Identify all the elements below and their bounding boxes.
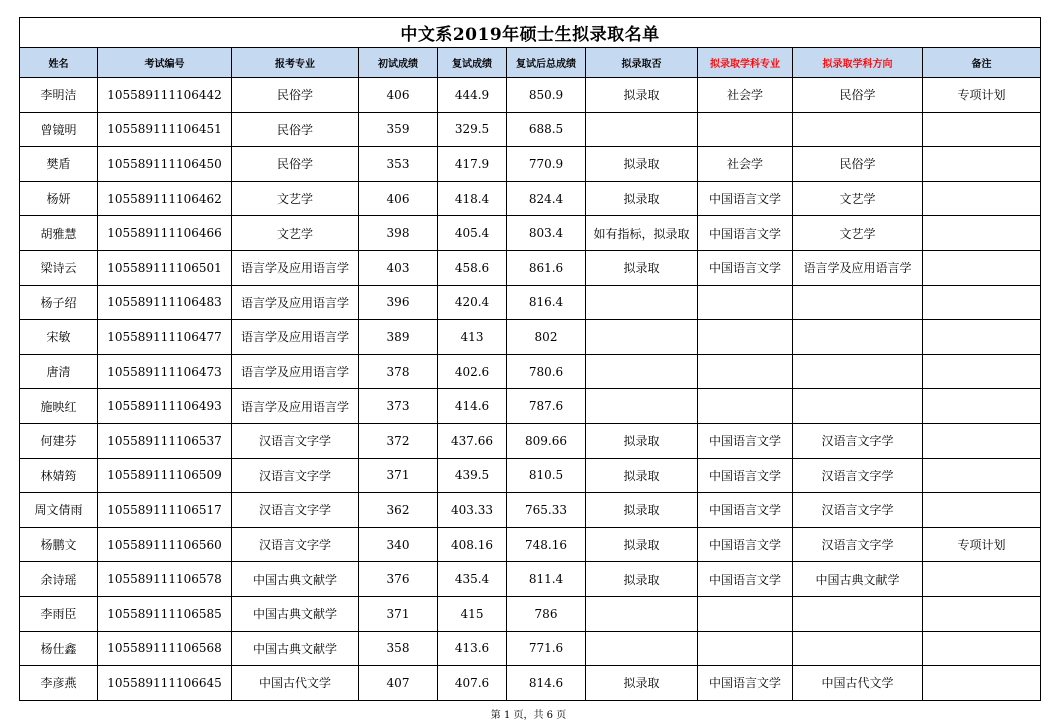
column-header: 初试成绩 (359, 48, 438, 78)
table-row (20, 562, 1041, 597)
table-cell: 802 (507, 320, 586, 355)
table-cell: 汉语言文字学 (793, 527, 923, 562)
table-cell: 语言学及应用语言学 (232, 320, 359, 355)
table-cell: 文艺学 (793, 216, 923, 251)
table-cell: 中国语言文学 (698, 458, 793, 493)
table-cell: 曾镜明 (20, 112, 98, 147)
table-cell (923, 423, 1041, 458)
table-cell: 371 (359, 458, 438, 493)
table-cell (923, 666, 1041, 701)
table-cell: 李彦燕 (20, 666, 98, 701)
table-cell: 中国古典文献学 (232, 562, 359, 597)
table-cell (698, 631, 793, 666)
table-cell: 418.4 (438, 181, 507, 216)
table-cell: 105589111106451 (98, 112, 232, 147)
table-cell: 373 (359, 389, 438, 424)
table-cell: 408.16 (438, 527, 507, 562)
table-cell: 861.6 (507, 250, 586, 285)
table-cell: 樊盾 (20, 147, 98, 182)
table-cell: 810.5 (507, 458, 586, 493)
table-cell (923, 181, 1041, 216)
table-cell: 语言学及应用语言学 (232, 389, 359, 424)
table-cell: 中国语言文学 (698, 181, 793, 216)
table-cell (923, 354, 1041, 389)
table-cell: 杨鹏文 (20, 527, 98, 562)
table-cell (923, 112, 1041, 147)
table-cell (698, 389, 793, 424)
table-cell: 语言学及应用语言学 (232, 285, 359, 320)
table-cell: 拟录取 (586, 527, 698, 562)
table-cell: 105589111106483 (98, 285, 232, 320)
column-header: 拟录取学科专业 (698, 48, 793, 78)
table-row (20, 285, 1041, 320)
table-cell: 803.4 (507, 216, 586, 251)
table-cell: 拟录取 (586, 458, 698, 493)
table-cell: 105589111106585 (98, 596, 232, 631)
table-cell: 施映红 (20, 389, 98, 424)
table-cell (698, 320, 793, 355)
table-cell: 汉语言文字学 (793, 493, 923, 528)
header-row (20, 48, 1041, 78)
table-cell: 353 (359, 147, 438, 182)
table-cell (923, 147, 1041, 182)
table-cell (586, 354, 698, 389)
table-cell (923, 562, 1041, 597)
table-cell (698, 354, 793, 389)
table-cell (923, 631, 1041, 666)
table-cell: 105589111106501 (98, 250, 232, 285)
table-cell: 105589111106578 (98, 562, 232, 597)
table-cell: 824.4 (507, 181, 586, 216)
table-cell: 语言学及应用语言学 (232, 250, 359, 285)
column-header: 姓名 (20, 48, 98, 78)
table-cell: 105589111106560 (98, 527, 232, 562)
table-row (20, 112, 1041, 147)
table-cell: 中国语言文学 (698, 250, 793, 285)
table-cell: 340 (359, 527, 438, 562)
table-row (20, 181, 1041, 216)
table-cell: 420.4 (438, 285, 507, 320)
table-cell: 105589111106517 (98, 493, 232, 528)
table-cell: 民俗学 (232, 112, 359, 147)
table-cell: 汉语言文字学 (793, 423, 923, 458)
table-cell (586, 389, 698, 424)
table-cell (793, 389, 923, 424)
table-cell: 376 (359, 562, 438, 597)
table-row (20, 666, 1041, 701)
table-cell: 105589111106537 (98, 423, 232, 458)
table-cell: 771.6 (507, 631, 586, 666)
table-cell: 105589111106493 (98, 389, 232, 424)
table-cell (793, 285, 923, 320)
table-cell (586, 596, 698, 631)
table-cell: 748.16 (507, 527, 586, 562)
table-cell: 402.6 (438, 354, 507, 389)
table-cell: 民俗学 (232, 147, 359, 182)
table-cell (698, 112, 793, 147)
column-header: 备注 (923, 48, 1041, 78)
table-row (20, 147, 1041, 182)
table-cell (586, 112, 698, 147)
table-cell: 406 (359, 78, 438, 113)
table-cell: 105589111106645 (98, 666, 232, 701)
table-row (20, 527, 1041, 562)
table-cell (698, 596, 793, 631)
page-footer: 第 1 页，共 6 页 (490, 710, 567, 721)
table-cell: 105589111106509 (98, 458, 232, 493)
table-cell: 李明洁 (20, 78, 98, 113)
table-cell: 社会学 (698, 147, 793, 182)
table-cell: 拟录取 (586, 423, 698, 458)
table-cell: 435.4 (438, 562, 507, 597)
table-cell: 105589111106462 (98, 181, 232, 216)
table-cell (793, 354, 923, 389)
table-cell: 105589111106477 (98, 320, 232, 355)
table-cell: 李雨臣 (20, 596, 98, 631)
table-cell: 民俗学 (232, 78, 359, 113)
table-cell: 文艺学 (793, 181, 923, 216)
table-cell: 389 (359, 320, 438, 355)
table-cell: 拟录取 (586, 147, 698, 182)
table-cell: 何建芬 (20, 423, 98, 458)
table-cell: 社会学 (698, 78, 793, 113)
table-row (20, 250, 1041, 285)
table-cell: 688.5 (507, 112, 586, 147)
table-cell: 850.9 (507, 78, 586, 113)
table-row (20, 78, 1041, 113)
table-cell: 105589111106473 (98, 354, 232, 389)
table-cell (793, 596, 923, 631)
table-cell: 786 (507, 596, 586, 631)
column-header: 复试后总成绩 (507, 48, 586, 78)
table-cell: 765.33 (507, 493, 586, 528)
column-header: 复试成绩 (438, 48, 507, 78)
table-row (20, 493, 1041, 528)
table-cell: 405.4 (438, 216, 507, 251)
table-cell: 文艺学 (232, 216, 359, 251)
table-cell: 414.6 (438, 389, 507, 424)
table-cell: 拟录取 (586, 562, 698, 597)
table-cell: 372 (359, 423, 438, 458)
table-cell: 拟录取 (586, 666, 698, 701)
table-cell: 中国古代文学 (232, 666, 359, 701)
table-cell: 拟录取 (586, 250, 698, 285)
table-cell: 811.4 (507, 562, 586, 597)
table-cell: 宋敏 (20, 320, 98, 355)
table-row (20, 389, 1041, 424)
table-cell: 拟录取 (586, 78, 698, 113)
table-cell: 439.5 (438, 458, 507, 493)
column-header: 拟录取学科方向 (793, 48, 923, 78)
table-cell: 780.6 (507, 354, 586, 389)
admission-sheet (19, 17, 1040, 701)
table-cell: 中国古典文献学 (232, 596, 359, 631)
table-cell (586, 285, 698, 320)
table-cell: 413.6 (438, 631, 507, 666)
table-cell: 如有指标，拟录取 (586, 216, 698, 251)
table-cell: 105589111106442 (98, 78, 232, 113)
table-cell: 文艺学 (232, 181, 359, 216)
table-cell: 816.4 (507, 285, 586, 320)
table-cell (586, 631, 698, 666)
table-cell: 378 (359, 354, 438, 389)
table-cell: 444.9 (438, 78, 507, 113)
table-cell: 787.6 (507, 389, 586, 424)
table-cell: 语言学及应用语言学 (232, 354, 359, 389)
table-body (20, 78, 1041, 701)
table-cell: 中国语言文学 (698, 493, 793, 528)
table-row (20, 423, 1041, 458)
table-cell (793, 112, 923, 147)
table-cell: 403.33 (438, 493, 507, 528)
table-cell: 胡雅慧 (20, 216, 98, 251)
table-cell: 余诗瑶 (20, 562, 98, 597)
column-header: 报考专业 (232, 48, 359, 78)
table-row (20, 458, 1041, 493)
table-cell: 105589111106450 (98, 147, 232, 182)
table-cell: 407.6 (438, 666, 507, 701)
table-row (20, 631, 1041, 666)
table-cell (923, 389, 1041, 424)
table-cell: 415 (438, 596, 507, 631)
column-header: 考试编号 (98, 48, 232, 78)
table-cell (923, 216, 1041, 251)
table-cell: 杨仕鑫 (20, 631, 98, 666)
table-cell (923, 596, 1041, 631)
table-cell: 民俗学 (793, 147, 923, 182)
table-cell (923, 493, 1041, 528)
table-cell: 汉语言文字学 (232, 423, 359, 458)
table-cell (923, 320, 1041, 355)
table-cell: 中国古典文献学 (793, 562, 923, 597)
table-cell (923, 458, 1041, 493)
table-cell (698, 285, 793, 320)
table-cell: 417.9 (438, 147, 507, 182)
table-cell: 拟录取 (586, 181, 698, 216)
table-cell: 359 (359, 112, 438, 147)
table-cell (793, 320, 923, 355)
table-cell: 371 (359, 596, 438, 631)
table-cell: 406 (359, 181, 438, 216)
table-cell: 专项计划 (923, 78, 1041, 113)
page-title: 中文系2019年硕士生拟录取名单 (20, 18, 1041, 48)
table-cell: 中国古代文学 (793, 666, 923, 701)
table-cell (923, 250, 1041, 285)
table-cell: 403 (359, 250, 438, 285)
table-cell (923, 285, 1041, 320)
table-cell: 105589111106466 (98, 216, 232, 251)
table-cell: 398 (359, 216, 438, 251)
table-cell: 汉语言文字学 (232, 527, 359, 562)
table-cell (586, 320, 698, 355)
table-cell: 中国语言文学 (698, 423, 793, 458)
table-cell: 汉语言文字学 (793, 458, 923, 493)
table-cell: 周文倩雨 (20, 493, 98, 528)
table-cell: 林婧筠 (20, 458, 98, 493)
table-cell: 437.66 (438, 423, 507, 458)
table-cell: 中国语言文学 (698, 562, 793, 597)
table-cell: 396 (359, 285, 438, 320)
table-cell: 杨妍 (20, 181, 98, 216)
table-cell: 唐清 (20, 354, 98, 389)
table-cell: 中国语言文学 (698, 527, 793, 562)
table-cell: 杨子绍 (20, 285, 98, 320)
table-cell: 专项计划 (923, 527, 1041, 562)
table-cell: 拟录取 (586, 493, 698, 528)
table-cell: 362 (359, 493, 438, 528)
table-cell: 407 (359, 666, 438, 701)
table-cell: 汉语言文字学 (232, 458, 359, 493)
table-cell: 413 (438, 320, 507, 355)
table-cell: 814.6 (507, 666, 586, 701)
table-cell: 809.66 (507, 423, 586, 458)
table-cell: 358 (359, 631, 438, 666)
table-cell: 中国语言文学 (698, 666, 793, 701)
table-row (20, 596, 1041, 631)
table-row (20, 354, 1041, 389)
table-cell: 语言学及应用语言学 (793, 250, 923, 285)
table-cell (793, 631, 923, 666)
table-cell: 458.6 (438, 250, 507, 285)
table-cell: 中国语言文学 (698, 216, 793, 251)
table-row (20, 216, 1041, 251)
admission-table (19, 17, 1041, 701)
table-cell: 中国古典文献学 (232, 631, 359, 666)
table-cell: 民俗学 (793, 78, 923, 113)
table-cell: 329.5 (438, 112, 507, 147)
table-cell: 汉语言文字学 (232, 493, 359, 528)
table-row (20, 320, 1041, 355)
table-cell: 105589111106568 (98, 631, 232, 666)
table-cell: 梁诗云 (20, 250, 98, 285)
column-header: 拟录取否 (586, 48, 698, 78)
table-cell: 770.9 (507, 147, 586, 182)
